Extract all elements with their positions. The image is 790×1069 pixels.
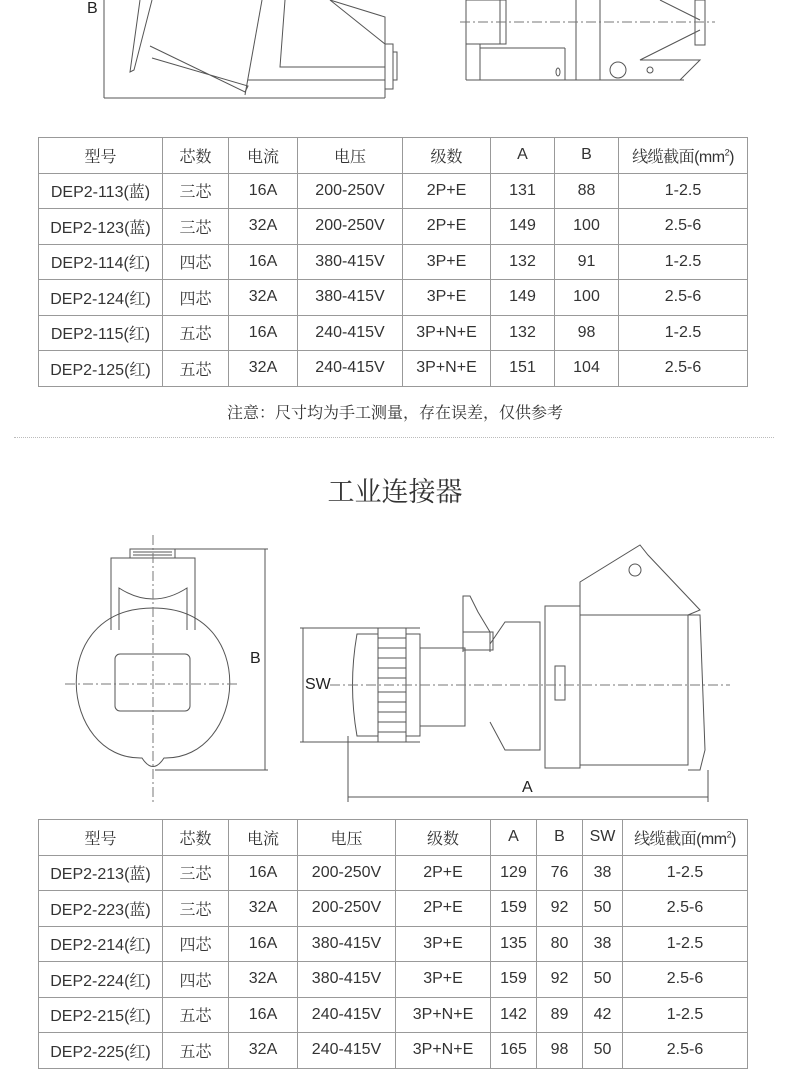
table-cell: 1-2.5	[619, 244, 748, 280]
table-header-row	[39, 138, 748, 174]
header-current: 电流	[229, 820, 298, 856]
table-row	[39, 315, 748, 351]
table-cell: 16A	[229, 173, 298, 209]
table-cell: 240-415V	[298, 1033, 396, 1069]
header-model: 型号	[39, 138, 163, 174]
table-row	[39, 209, 748, 245]
table-cell: 50	[583, 962, 623, 998]
table-cell: 159	[491, 891, 537, 927]
table-cell: 92	[537, 962, 583, 998]
table-cell: 32A	[229, 209, 298, 245]
header-poles: 级数	[396, 820, 491, 856]
table-cell: 三芯	[163, 209, 229, 245]
table-cell: 159	[491, 962, 537, 998]
table-cell: DEP2-225(红)	[39, 1033, 163, 1069]
table-cell: 2.5-6	[619, 209, 748, 245]
table-cell: 2P+E	[403, 209, 491, 245]
table-cell: 200-250V	[298, 855, 396, 891]
header-a: A	[491, 820, 537, 856]
table-cell: 2P+E	[403, 173, 491, 209]
table-cell: 129	[491, 855, 537, 891]
header-sw: SW	[583, 820, 623, 856]
table-cell: 98	[537, 1033, 583, 1069]
table-cell: 3P+E	[396, 962, 491, 998]
header-a: A	[491, 138, 555, 174]
table-cell: DEP2-224(红)	[39, 962, 163, 998]
header-cable-sup: 2	[724, 147, 730, 158]
table-cell: 100	[555, 209, 619, 245]
table-cell: 380-415V	[298, 244, 403, 280]
table-row	[39, 962, 748, 998]
table-cell: 五芯	[163, 351, 229, 387]
table-cell: 1-2.5	[619, 173, 748, 209]
table-cell: 2.5-6	[623, 1033, 748, 1069]
table-cell: 四芯	[163, 280, 229, 316]
table-cell: 38	[583, 926, 623, 962]
table-cell: 135	[491, 926, 537, 962]
table-cell: 三芯	[163, 855, 229, 891]
table-cell: 2.5-6	[619, 351, 748, 387]
table-cell: 151	[491, 351, 555, 387]
table-cell: 131	[491, 173, 555, 209]
socket-side-drawing	[0, 0, 790, 110]
table-cell: 16A	[229, 315, 298, 351]
table-cell: 200-250V	[298, 209, 403, 245]
table-cell: 五芯	[163, 997, 229, 1033]
table-cell: DEP2-215(红)	[39, 997, 163, 1033]
table-cell: 38	[583, 855, 623, 891]
table-cell: DEP2-124(红)	[39, 280, 163, 316]
table-header-row	[39, 820, 748, 856]
table-cell: 1-2.5	[619, 315, 748, 351]
header-poles: 级数	[403, 138, 491, 174]
table-cell: 165	[491, 1033, 537, 1069]
table-cell: 149	[491, 280, 555, 316]
dim-label-b: B	[250, 650, 261, 667]
table-cell: 16A	[229, 997, 298, 1033]
table-row	[39, 351, 748, 387]
table-cell: 2.5-6	[623, 891, 748, 927]
table-cell: 三芯	[163, 891, 229, 927]
table-cell: 1-2.5	[623, 997, 748, 1033]
table-cell: 200-250V	[298, 173, 403, 209]
table-cell: 四芯	[163, 962, 229, 998]
section-title: 工业连接器	[327, 477, 463, 508]
table-cell: 200-250V	[298, 891, 396, 927]
table-cell: 3P+N+E	[396, 1033, 491, 1069]
table-cell: 380-415V	[298, 962, 396, 998]
header-current: 电流	[229, 138, 298, 174]
table-cell: 2.5-6	[623, 962, 748, 998]
table-cell: 32A	[229, 891, 298, 927]
table-cell: 1-2.5	[623, 926, 748, 962]
table-cell: 92	[537, 891, 583, 927]
header-voltage: 电压	[298, 820, 396, 856]
table-cell: DEP2-125(红)	[39, 351, 163, 387]
table-cell: 100	[555, 280, 619, 316]
table-cell: 42	[583, 997, 623, 1033]
table-cell: 149	[491, 209, 555, 245]
table-cell: 五芯	[163, 315, 229, 351]
table-row	[39, 280, 748, 316]
table-cell: 16A	[229, 855, 298, 891]
header-cable-close: )	[729, 148, 734, 166]
table-row	[39, 1033, 748, 1069]
section-divider	[14, 437, 774, 438]
table-cell: 3P+N+E	[403, 351, 491, 387]
table-cell: 240-415V	[298, 351, 403, 387]
table-cell: 88	[555, 173, 619, 209]
table-cell: 3P+E	[403, 280, 491, 316]
table-cell: DEP2-214(红)	[39, 926, 163, 962]
table-cell: 76	[537, 855, 583, 891]
table-cell: 2P+E	[396, 891, 491, 927]
table-cell: DEP2-123(蓝)	[39, 209, 163, 245]
table-cell: DEP2-213(蓝)	[39, 855, 163, 891]
table-cell: 1-2.5	[623, 855, 748, 891]
table-cell: DEP2-113(蓝)	[39, 173, 163, 209]
table-cell: 3P+N+E	[396, 997, 491, 1033]
measurement-note: 注意：尺寸均为手工测量，存在误差，仅供参考	[226, 403, 563, 422]
table-cell: 3P+N+E	[403, 315, 491, 351]
table-cell: DEP2-115(红)	[39, 315, 163, 351]
table-row	[39, 997, 748, 1033]
table-cell: 380-415V	[298, 926, 396, 962]
table-cell: 240-415V	[298, 315, 403, 351]
table-row	[39, 891, 748, 927]
header-model: 型号	[39, 820, 163, 856]
table-row	[39, 855, 748, 891]
table-cell: 四芯	[163, 926, 229, 962]
connector-spec-table	[38, 819, 748, 1069]
table-cell: 32A	[229, 962, 298, 998]
header-cable-sup: 2	[726, 829, 732, 840]
header-cable-text: 线缆截面(mm	[634, 830, 727, 848]
socket-spec-table	[38, 137, 748, 387]
dim-label-sw: SW	[305, 676, 331, 693]
header-cable-close: )	[731, 830, 736, 848]
table-cell: 32A	[229, 351, 298, 387]
table-row	[39, 244, 748, 280]
header-cores: 芯数	[163, 820, 229, 856]
table-cell: 104	[555, 351, 619, 387]
table-cell: 132	[491, 244, 555, 280]
table-cell: 32A	[229, 1033, 298, 1069]
table-cell: 50	[583, 891, 623, 927]
table-cell: 3P+E	[403, 244, 491, 280]
table-cell: 80	[537, 926, 583, 962]
table-cell: 16A	[229, 244, 298, 280]
table-cell: 四芯	[163, 244, 229, 280]
table-cell: 240-415V	[298, 997, 396, 1033]
dim-label-b-top: B	[87, 0, 98, 17]
header-cable-section	[619, 138, 748, 174]
table-cell: 2P+E	[396, 855, 491, 891]
table-row	[39, 926, 748, 962]
header-b: B	[537, 820, 583, 856]
connector-drawing	[0, 510, 790, 815]
table-cell: 50	[583, 1033, 623, 1069]
table-cell: 132	[491, 315, 555, 351]
table-cell: 98	[555, 315, 619, 351]
table-cell: 三芯	[163, 173, 229, 209]
header-cable-text: 线缆截面(mm	[632, 148, 725, 166]
table-cell: 32A	[229, 280, 298, 316]
header-cable-section	[623, 820, 748, 856]
table-cell: DEP2-114(红)	[39, 244, 163, 280]
table-cell: 16A	[229, 926, 298, 962]
header-cores: 芯数	[163, 138, 229, 174]
table-cell: 89	[537, 997, 583, 1033]
table-cell: 3P+E	[396, 926, 491, 962]
table-cell: DEP2-223(蓝)	[39, 891, 163, 927]
header-b: B	[555, 138, 619, 174]
table-cell: 91	[555, 244, 619, 280]
dim-label-a: A	[522, 779, 533, 796]
table-cell: 2.5-6	[619, 280, 748, 316]
table-cell: 142	[491, 997, 537, 1033]
table-cell: 五芯	[163, 1033, 229, 1069]
table-row	[39, 173, 748, 209]
table-cell: 380-415V	[298, 280, 403, 316]
header-voltage: 电压	[298, 138, 403, 174]
